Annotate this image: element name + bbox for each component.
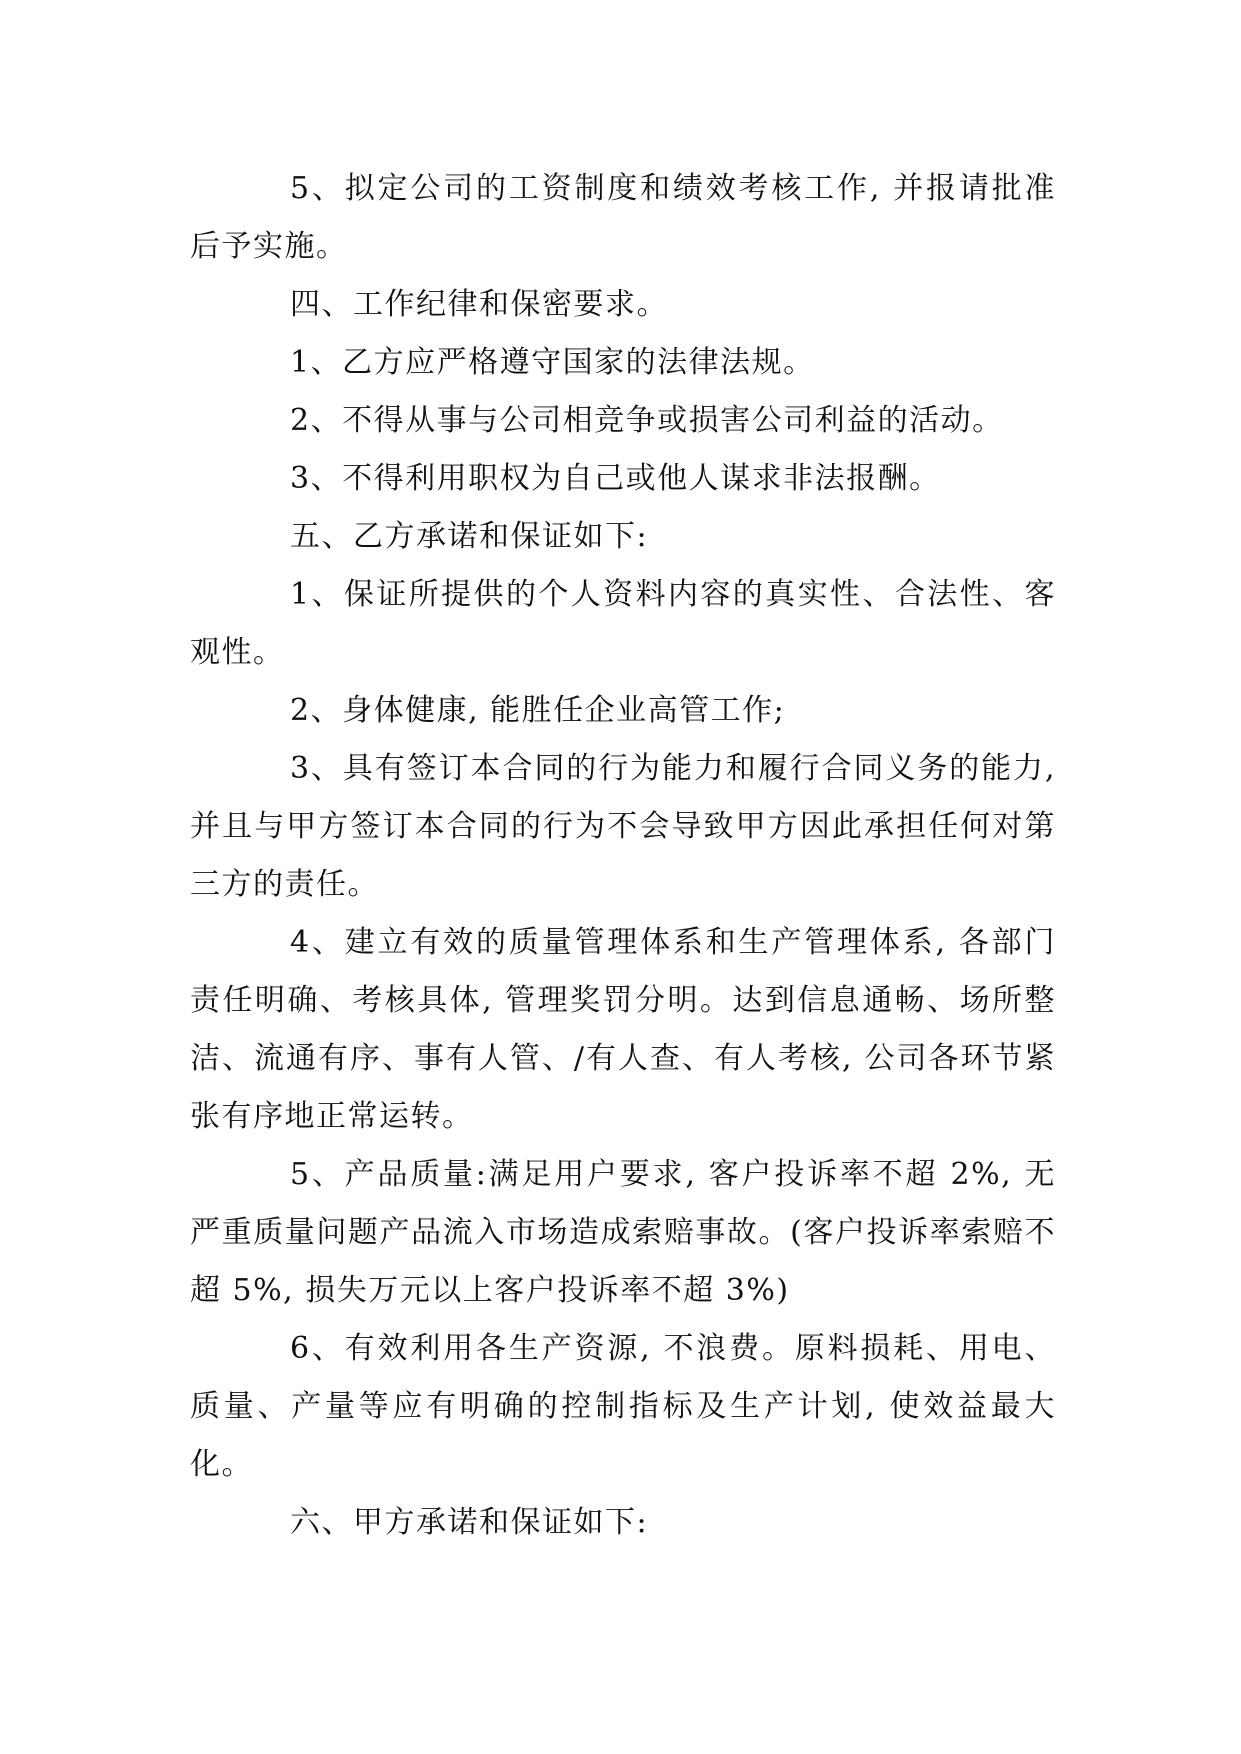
paragraph-13: 六、甲方承诺和保证如下: bbox=[290, 1505, 649, 1540]
paragraph-2: 四、工作纪律和保密要求。 bbox=[290, 287, 668, 322]
document-body bbox=[190, 160, 1056, 1552]
paragraph-7: 1、保证所提供的个人资料内容的真实性、合法性、客观性。 bbox=[190, 577, 1056, 670]
paragraph-5: 3、不得利用职权为自己或他人谋求非法报酬。 bbox=[290, 461, 941, 496]
paragraph-3: 1、乙方应严格遵守国家的法律法规。 bbox=[290, 345, 815, 380]
paragraph-9: 3、具有签订本合同的行为能力和履行合同义务的能力, 并且与甲方签订本合同的行为不会导致甲方因此承担任何对第三方的责任。 bbox=[190, 751, 1056, 902]
paragraph-10: 4、建立有效的质量管理体系和生产管理体系, 各部门责任明确、考核具体, 管理奖罚分明。达到信息通畅、场所整洁、流通有序、事有人管、/有人查、有人考核, 公司各环节紧张有序地正常运转。 bbox=[190, 925, 1056, 1134]
paragraph-6: 五、乙方承诺和保证如下: bbox=[290, 519, 649, 554]
paragraph-8: 2、身体健康, 能胜任企业高管工作; bbox=[290, 693, 786, 728]
paragraph-4: 2、不得从事与公司相竞争或损害公司利益的活动。 bbox=[290, 403, 1004, 438]
paragraph-1: 5、拟定公司的工资制度和绩效考核工作, 并报请批准后予实施。 bbox=[190, 171, 1056, 264]
paragraph-11: 5、产品质量:满足用户要求, 客户投诉率不超 2%, 无严重质量问题产品流入市场造成索赔事故。(客户投诉率索赔不超 5%, 损失万元以上客户投诉率不超 3%) bbox=[190, 1157, 1056, 1308]
paragraph-12: 6、有效利用各生产资源, 不浪费。原料损耗、用电、质量、产量等应有明确的控制指标及生产计划, 使效益最大化。 bbox=[190, 1331, 1056, 1482]
